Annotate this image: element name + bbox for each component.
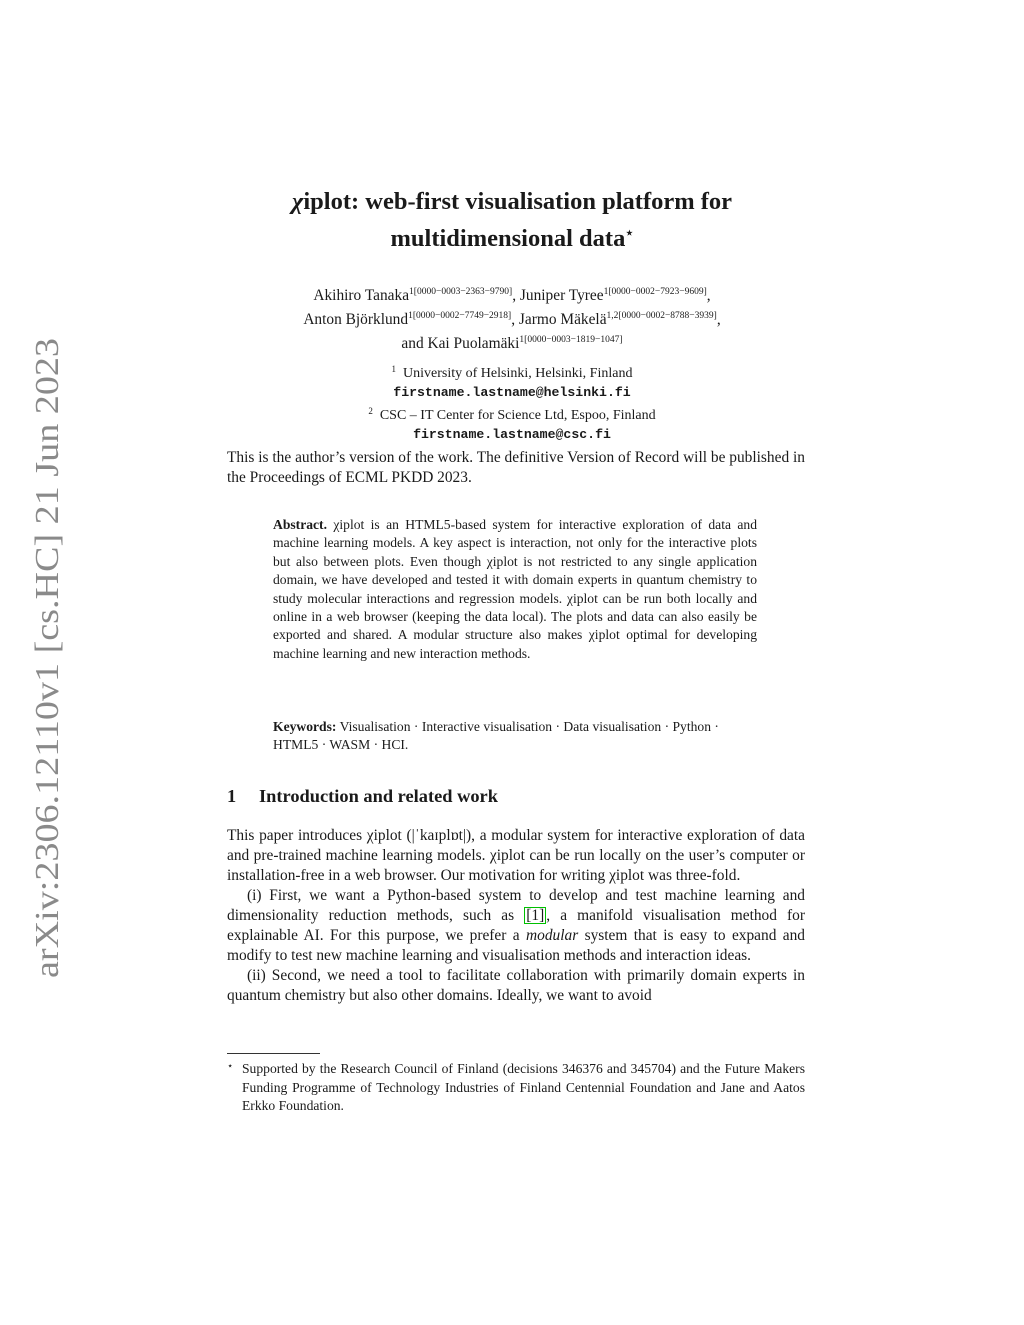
author-list <box>200 282 824 354</box>
author-name: Juniper Tyree <box>519 287 604 304</box>
affiliation-number: 1 <box>391 364 397 374</box>
section-number: 1 <box>227 786 237 806</box>
affiliation-email: firstname.lastname@helsinki.fi <box>393 384 631 400</box>
footnote <box>227 1060 805 1116</box>
author-orcid: 1[0000−0003−2363−9790] <box>409 287 513 297</box>
author-orcid: 1[0000−0002−7923−9609] <box>603 287 707 297</box>
abstract-label: Abstract. <box>273 517 327 532</box>
affiliation-number: 2 <box>368 406 373 416</box>
affiliations <box>200 360 824 444</box>
author-name: Jarmo Mäkelä <box>518 311 607 328</box>
section-heading <box>227 786 498 807</box>
intro-text: (i) First, we want a Python-based system to develop and test machine learning and dimensionality reduction methods, such as <box>227 887 805 924</box>
introduction-body <box>227 826 805 1006</box>
arxiv-stamp-text: arXiv:2306.12110v1 [cs.HC] 21 Jun 2023 <box>29 415 66 978</box>
footnote-mark: ⋆ <box>227 1061 234 1072</box>
keywords-label: Keywords: <box>273 719 337 734</box>
intro-paragraph: This paper introduces χiplot (|ˈkaɪplɒt|), a modular system for interactive exploration of data and pre-trained machine learning models. χiplot can be run locally on the user’s computer or installation-free in a web browser. Our motivation for writing χiplot was three-fold. <box>227 827 805 884</box>
footnote-text: Supported by the Research Council of Finland (decisions 346376 and 345704) and the Future Makers Funding Programme of Technology Industries of Finland Centennial Foundation and Jane and Aatos Erkko Foundation. <box>242 1061 805 1114</box>
author-name: and Kai Puolamäki <box>401 335 520 352</box>
affiliation-text: University of Helsinki, Helsinki, Finland <box>403 366 633 381</box>
affiliation-email: firstname.lastname@csc.fi <box>413 426 611 442</box>
paper-title <box>200 186 824 254</box>
section-title: Introduction and related work <box>259 786 498 806</box>
intro-paragraph <box>227 886 805 966</box>
author-orcid: 1[0000−0002−7749−2918] <box>408 311 512 321</box>
author-orcid: 1[0000−0003−1819−1047] <box>519 335 623 345</box>
intro-emphasis: modular <box>526 927 579 944</box>
footnote-rule <box>227 1053 320 1054</box>
title-line-1: iplot: web-first visualisation platform for <box>303 188 733 215</box>
citation-link[interactable]: [1] <box>526 907 545 924</box>
abstract-text: χiplot is an HTML5-based system for interactive exploration of data and machine learning models. A key aspect is interaction, not only for the interactive plots but also between plots. Even though χiplot is not restricted to any single application domain, we have developed and tested it with domain experts in quantum chemistry to study molecular interactions and regression models. χiplot can be run both locally and online in a web browser (keeping the data local). The plots and data can also easily be exported and shared. A modular structure also makes χiplot optimal for developing machine learning and new interaction methods. <box>273 517 757 661</box>
title-chi-symbol: χ <box>291 188 304 215</box>
abstract <box>273 516 757 663</box>
author-orcid: 1,2[0000−0002−8788−3939] <box>606 311 717 321</box>
author-version-note: This is the author’s version of the work. The definitive Version of Record will be published in the Proceedings of ECML PKDD 2023. <box>227 449 805 486</box>
author-name: Anton Björklund <box>303 311 409 328</box>
author-separator: , <box>511 311 519 328</box>
arxiv-identifier-stamp <box>12 330 74 980</box>
keywords-text: Visualisation · Interactive visualisation · Data visualisation · Python · HTML5 · WASM · HCI. <box>273 719 719 753</box>
intro-text: system that is easy to expand and modify to test new machine learning and visualisation methods and interaction ideas. <box>227 927 806 964</box>
intro-text: , a manifold visualisation method for explainable AI. For this purpose, we prefer a <box>227 907 805 944</box>
author-name: Akihiro Tanaka <box>313 287 410 304</box>
author-separator: , <box>716 311 721 328</box>
author-separator: , <box>706 287 711 304</box>
keywords <box>273 718 757 755</box>
intro-paragraph: (ii) Second, we need a tool to facilitate collaboration with primarily domain experts in quantum chemistry but also other domains. Ideally, we want to avoid <box>227 967 805 1004</box>
title-footnote-mark: ⋆ <box>625 225 634 240</box>
author-separator: , <box>512 287 520 304</box>
title-line-2: multidimensional data <box>390 225 626 253</box>
affiliation-text: CSC – IT Center for Science Ltd, Espoo, Finland <box>379 408 656 423</box>
